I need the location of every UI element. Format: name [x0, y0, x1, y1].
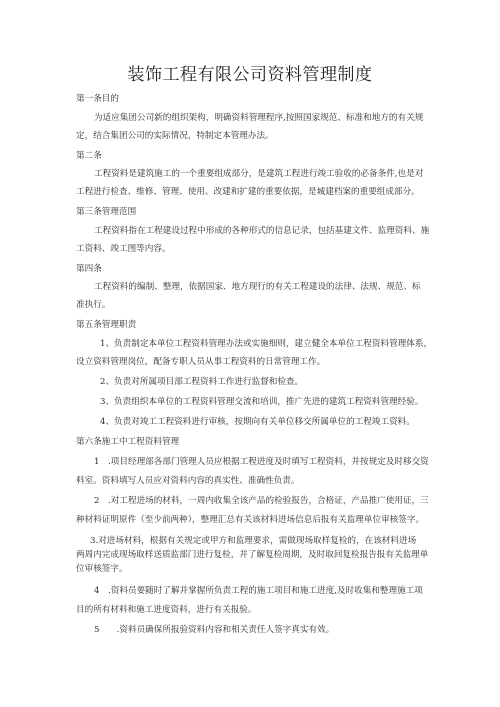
text-line: 位审核签字。 [76, 564, 128, 574]
text-line: 工程资料指在工程建设过程中形成的各种形式的信息记录，包括基建文件、监理资料、施 [94, 226, 430, 236]
text-line: 工资料、竣工图等内容。 [76, 244, 171, 254]
document-title: 装饰工程有限公司资料管理制度 [127, 65, 373, 85]
text-line: 工程进行检查、维修、管理、使用、改建和扩建的重要依据，是城建档案的重要组成部分。 [76, 187, 420, 197]
text-line: 4 .资料员要随时了解并掌握所负责工程的施工项目和施工进度,及时收集和整理施工项 [94, 586, 423, 596]
text-line: 两周内完成现场取样送质监部门进行复检，并了解复检周期，及时取回复检报告报有关监理单 [76, 550, 429, 560]
text-line: 工程资料的编制、整理，依据国家、地方现行的有关工程建设的法律、法规、规范、标 [94, 282, 421, 292]
text-line: 种材料证明原件（至少前两种），整理汇总有关该材料进场信息后报有关监理单位审核签字。 [76, 515, 425, 525]
text-line: 5 .资料员确保所报验资料内容和相关责任人签字真实有效。 [94, 625, 335, 635]
text-line: 第四条 [76, 264, 102, 274]
text-line: 工程资料是建筑施工的一个重要组成部分，是建筑工程进行竣工验收的必备条件,也是对 [94, 169, 424, 179]
text-line: 第六条施工中工程资料管理 [76, 437, 180, 447]
text-line: 第二条 [76, 151, 102, 161]
text-line: 1 .项目经理部各部门管理人员应根据工程进度及时填写工程资料，并按规定及时移交资 [94, 457, 429, 467]
text-line: 定，结合集团公司的实际情况，特制定本管理办法。 [76, 131, 274, 141]
text-line: 2、负责对所属项目部工程资料工作进行监督和检查。 [100, 377, 304, 387]
text-line: 4、负责对竣工工程资料进行审核，按期向有关单位移交所属单位的工程竣工资料。 [100, 417, 415, 427]
text-line: 第三条管理范围 [76, 207, 137, 217]
text-line: 为适应集团公司新的组织架构，明确资料管理程序,按照国家规范、标准和地方的有关规 [94, 113, 424, 123]
text-line: 3.对进场材料，根据有关规定或甲方和监理要求，需做现场取样复检的，在该材料进场 [90, 536, 417, 546]
text-line: 1、负责制定本单位工程资料管理办法或实施细则，建立健全本单位工程资料管理体系， [100, 339, 433, 349]
text-line: 准执行。 [76, 300, 111, 310]
text-line: 第五条管理职责 [76, 320, 137, 330]
text-line: 2 .对工程进场的材料，一周内收集全该产品的检验报告，合格证，产品推广使用证，三 [94, 496, 429, 506]
text-line: 第一条目的 [76, 94, 119, 104]
text-line: 料室。资料填写人员应对资料内容的真实性、准确性负责。 [76, 476, 300, 486]
text-line: 3、负责组织本单位的工程资料管理交流和培训，推广先进的建筑工程资料管理经验。 [100, 397, 424, 407]
text-line: 目的所有材料和施工进度资料，进行有关报验。 [76, 605, 257, 615]
text-line: 设立资料管理岗位，配备专职人员从事工程资料的日常管理工作。 [76, 357, 326, 367]
